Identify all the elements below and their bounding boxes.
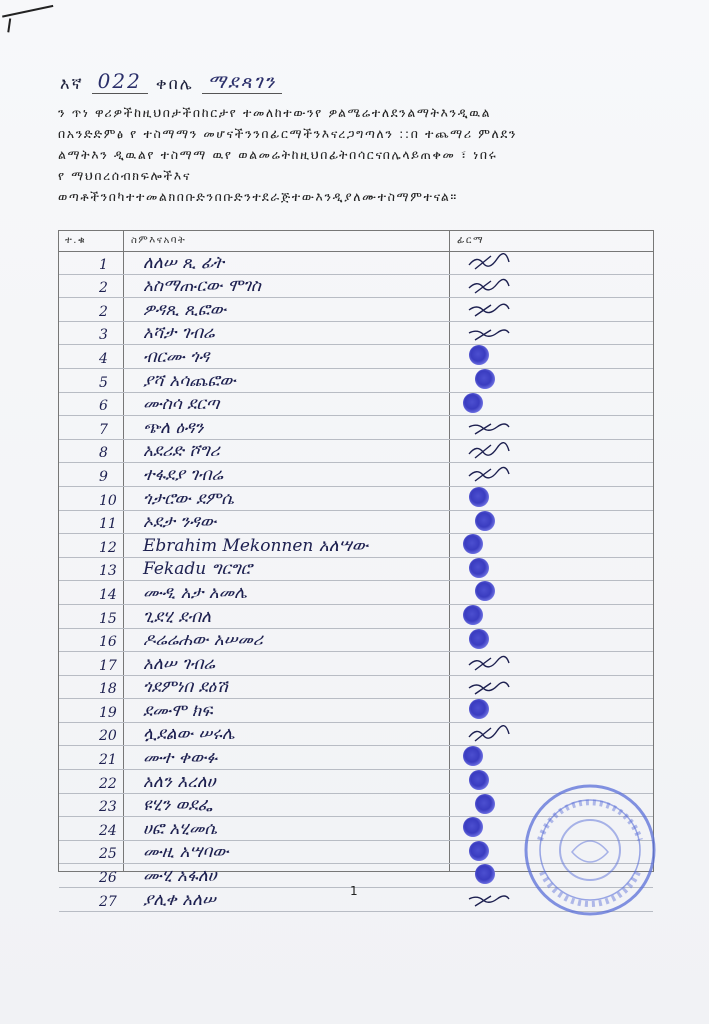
table-row bbox=[59, 746, 653, 770]
row-number: 11 bbox=[99, 516, 117, 533]
signature-cell bbox=[457, 322, 647, 345]
row-number: 2 bbox=[99, 280, 108, 297]
row-number: 6 bbox=[99, 398, 108, 415]
page-number: 1 bbox=[350, 884, 358, 898]
member-name: ዩሂን ወደፌ bbox=[143, 795, 213, 816]
row-number: 8 bbox=[99, 445, 108, 462]
table-row bbox=[59, 511, 653, 535]
member-name: ሏደልው ሠሩሌ bbox=[143, 724, 235, 745]
row-number: 22 bbox=[99, 775, 117, 792]
member-name: ያሻ አሳጨፎው bbox=[143, 370, 236, 391]
row-number: 3 bbox=[99, 327, 108, 344]
thumbprint-icon bbox=[469, 558, 489, 578]
table-row bbox=[59, 605, 653, 629]
signature-cell bbox=[457, 676, 647, 699]
thumbprint-icon bbox=[469, 699, 489, 719]
thumbprint-icon bbox=[475, 511, 495, 531]
member-name: ተፋደያ ገብሬ bbox=[143, 464, 223, 485]
table-row bbox=[59, 251, 653, 275]
thumbprint-icon bbox=[475, 369, 495, 389]
signature-cell bbox=[457, 487, 647, 510]
member-name: ሙዚ አሣባው bbox=[143, 842, 229, 863]
signature-table bbox=[58, 230, 654, 910]
signature-scribble-icon bbox=[467, 442, 511, 460]
table-row bbox=[59, 440, 653, 464]
member-name: ሙሂ አፋለሀ bbox=[143, 866, 217, 887]
row-number: 24 bbox=[99, 822, 117, 839]
member-name: Ebrahim Mekonnen አለሣው bbox=[143, 535, 369, 556]
table-row bbox=[59, 393, 653, 417]
member-name: ዶሬሬሐው አሠመሪ bbox=[143, 630, 263, 651]
thumbprint-icon bbox=[463, 534, 483, 554]
table-row bbox=[59, 416, 653, 440]
thumbprint-icon bbox=[463, 605, 483, 625]
member-name: ደሙሞ ክፍ bbox=[143, 700, 213, 721]
row-number: 19 bbox=[99, 704, 117, 721]
table-row bbox=[59, 534, 653, 558]
signature-cell bbox=[457, 463, 647, 486]
column-header-number: ተ.ቁ bbox=[65, 235, 87, 246]
member-name: ኦደታ ንዳው bbox=[143, 512, 217, 533]
row-number: 27 bbox=[99, 893, 117, 910]
signature-cell bbox=[457, 511, 647, 534]
row-number: 15 bbox=[99, 610, 117, 627]
row-number: 17 bbox=[99, 657, 117, 674]
member-name: ጎታሮው ደምሴ bbox=[143, 488, 234, 509]
signature-cell bbox=[457, 440, 647, 463]
kebele-number: 022 bbox=[92, 69, 148, 94]
table-row bbox=[59, 369, 653, 393]
member-name: ሙተ ቀውፉ bbox=[143, 748, 218, 769]
row-number: 10 bbox=[99, 492, 117, 509]
row-number: 26 bbox=[99, 870, 117, 887]
member-name: አሻታ ገብሬ bbox=[143, 323, 215, 344]
table-row bbox=[59, 322, 653, 346]
signature-scribble-icon bbox=[467, 253, 511, 271]
signature-scribble-icon bbox=[467, 324, 511, 342]
member-name: አስማጡርው ሞገስ bbox=[143, 276, 261, 297]
thumbprint-icon bbox=[475, 794, 495, 814]
signature-scribble-icon bbox=[467, 465, 511, 483]
agreement-line: በአንድድምፅ የ ተስማማን መሆናችንንበፊርማችንእናረጋግጣለን ::በ ተጨማሪ ምለደን bbox=[58, 126, 517, 141]
signature-cell bbox=[457, 275, 647, 298]
table-row bbox=[59, 275, 653, 299]
signature-cell bbox=[457, 558, 647, 581]
thumbprint-icon bbox=[475, 581, 495, 601]
member-name: Fekadu ግርግሮ bbox=[143, 559, 252, 580]
row-number: 25 bbox=[99, 846, 117, 863]
member-name: ዎዳጺ ጺፎው bbox=[143, 299, 227, 320]
signature-cell bbox=[457, 581, 647, 604]
signature-scribble-icon bbox=[467, 654, 511, 672]
table-row bbox=[59, 629, 653, 653]
thumbprint-icon bbox=[469, 841, 489, 861]
thumbprint-icon bbox=[475, 864, 495, 884]
member-name: ጊደሂ ደብለ bbox=[143, 606, 212, 627]
column-header-signature: ፊርማ bbox=[457, 235, 485, 246]
kebele-label: ቀበሌ bbox=[155, 74, 194, 93]
signature-cell bbox=[457, 251, 647, 274]
table-row bbox=[59, 345, 653, 369]
thumbprint-icon bbox=[469, 487, 489, 507]
signature-scribble-icon bbox=[467, 678, 511, 696]
row-number: 9 bbox=[99, 468, 108, 485]
table-header bbox=[59, 231, 653, 252]
signature-cell bbox=[457, 369, 647, 392]
signature-cell bbox=[457, 534, 647, 557]
table-row bbox=[59, 487, 653, 511]
signature-cell bbox=[457, 393, 647, 416]
member-name: ጭለ ዕዳን bbox=[143, 417, 204, 438]
row-number: 13 bbox=[99, 563, 117, 580]
table-row bbox=[59, 699, 653, 723]
signature-cell bbox=[457, 345, 647, 368]
agreement-line: ልማትእን ዲዉልየ ተስማማ ዉየ ወልመሬትከዚህበፊትበሳርናበሌላይጠቀመ ፣ ነበሩ bbox=[58, 147, 498, 162]
row-number: 2 bbox=[99, 303, 108, 320]
signature-cell bbox=[457, 699, 647, 722]
row-number: 4 bbox=[99, 350, 108, 367]
signature-cell bbox=[457, 416, 647, 439]
thumbprint-icon bbox=[463, 817, 483, 837]
thumbprint-icon bbox=[469, 770, 489, 790]
signature-scribble-icon bbox=[467, 277, 511, 295]
row-number: 12 bbox=[99, 539, 117, 556]
member-name: ለለሠ ጺ ፊት bbox=[143, 252, 225, 273]
signature-cell bbox=[457, 298, 647, 321]
signature-cell bbox=[457, 746, 647, 769]
table-row bbox=[59, 581, 653, 605]
corner-pen-mark bbox=[2, 5, 58, 39]
signature-cell bbox=[457, 605, 647, 628]
table-row bbox=[59, 298, 653, 322]
thumbprint-icon bbox=[463, 393, 483, 413]
row-number: 18 bbox=[99, 681, 117, 698]
signature-scribble-icon bbox=[467, 725, 511, 743]
table-row bbox=[59, 723, 653, 747]
member-name: ሀፎ አሂመሴ bbox=[143, 818, 218, 839]
signature-scribble-icon bbox=[467, 418, 511, 436]
signature-cell bbox=[457, 629, 647, 652]
member-name: አለሠ ገብሬ bbox=[143, 653, 215, 674]
thumbprint-icon bbox=[463, 746, 483, 766]
member-name: ጎደምነበ ደዕሽ bbox=[143, 677, 228, 698]
table-row bbox=[59, 676, 653, 700]
row-number: 23 bbox=[99, 799, 117, 816]
table-row bbox=[59, 652, 653, 676]
row-number: 5 bbox=[99, 374, 108, 391]
thumbprint-icon bbox=[469, 345, 489, 365]
agreement-text bbox=[58, 102, 648, 207]
signature-cell bbox=[457, 652, 647, 675]
row-number: 20 bbox=[99, 728, 117, 745]
header-prefix: እኛ bbox=[60, 74, 84, 93]
kebele-name: ማደጻገን bbox=[202, 71, 283, 94]
member-name: ያሊቀ አለሠ bbox=[143, 889, 216, 910]
row-number: 21 bbox=[99, 752, 117, 769]
table-row bbox=[59, 558, 653, 582]
thumbprint-icon bbox=[469, 629, 489, 649]
member-name: ብርሙ ጎዳ bbox=[143, 346, 210, 367]
signature-scribble-icon bbox=[467, 890, 511, 908]
official-stamp bbox=[520, 780, 660, 920]
table-row bbox=[59, 463, 653, 487]
row-number: 14 bbox=[99, 586, 117, 603]
row-number: 1 bbox=[99, 256, 108, 273]
row-number: 16 bbox=[99, 634, 117, 651]
agreement-line: ን ጥነ ዋሪዎችከዚህበታችበከርታየ ተመለከተውንየ ዎልሜሬተለደንልማትእንዲዉል bbox=[58, 105, 492, 120]
column-header-name: ስምእናአባት bbox=[131, 235, 187, 246]
document-header bbox=[60, 66, 580, 94]
member-name: አለን እረለሀ bbox=[143, 771, 216, 792]
signature-cell bbox=[457, 723, 647, 746]
agreement-line: የ ማህበረሰብክፍሎችእና bbox=[58, 168, 192, 183]
signature-scribble-icon bbox=[467, 300, 511, 318]
row-number: 7 bbox=[99, 421, 108, 438]
member-name: ሙስሳ ደርጣ bbox=[143, 394, 220, 415]
member-name: አደሪድ ሾግሪ bbox=[143, 441, 220, 462]
agreement-line: ወጣቶችንበካተተመልክበቡድንበቡድንተደራጅተውእንዲያለሙተስማምተናል። bbox=[58, 189, 458, 204]
member-name: ሙዲ አታ አመሌ bbox=[143, 582, 247, 603]
